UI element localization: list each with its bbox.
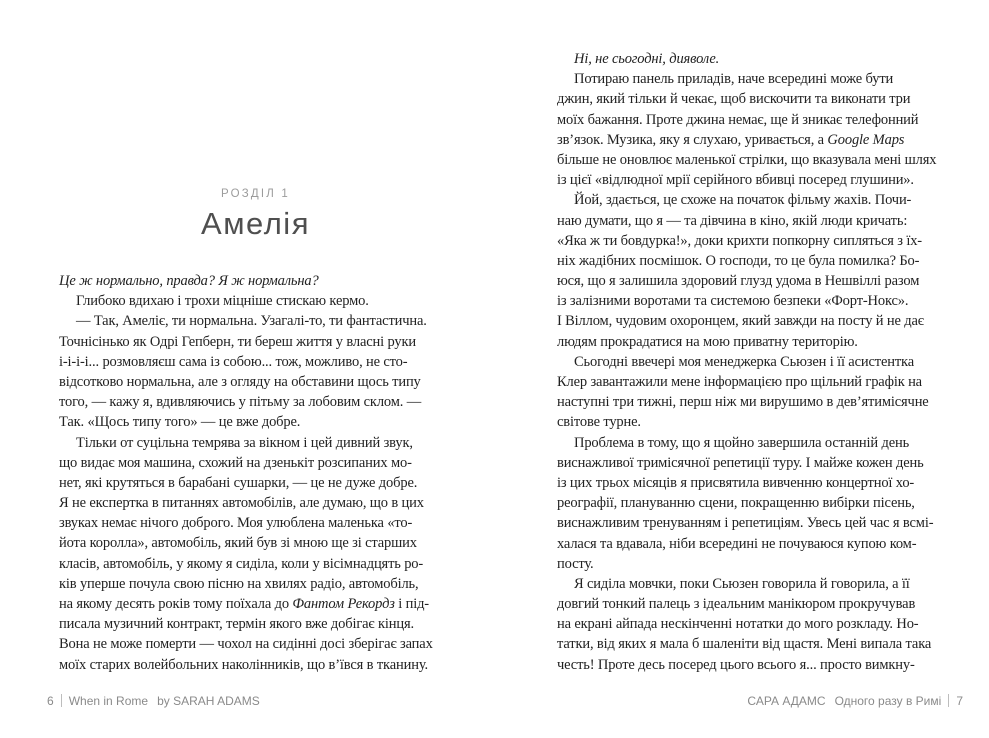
text-line: йота королла», автомобіль, який був зі мною ще зі старших xyxy=(59,535,417,552)
text-line: Сьогодні ввечері моя менеджерка Сьюзен і її асистентка xyxy=(574,353,914,370)
chapter-heading xyxy=(59,188,452,242)
text-line: джин, який тільки й чекає, щоб вискочити та виконати три xyxy=(557,91,911,108)
text-line: Це ж нормально, правда? Я ж нормальна? xyxy=(59,273,319,289)
text-line: із цих трьох місяців я присвятила вивченню концертної хо- xyxy=(557,474,915,491)
text-line: людям прокрадатися на мою приватну територію. xyxy=(557,333,858,350)
text-line: нет, які крутяться в барабані сушарки, — це не дуже добре. xyxy=(59,474,418,491)
page-right xyxy=(557,0,963,738)
page-left-text-block xyxy=(59,271,452,675)
text-line: моїх старих волейбольних наколінників, що в’ївся в тканину. xyxy=(59,656,428,673)
text-line: Вона не може померти — чохол на сидінні досі зберігає запах xyxy=(59,636,433,653)
page-number-right: 7 xyxy=(956,694,963,708)
text-line: виснажливої тримісячної репетиції туру. І майже кожен день xyxy=(557,454,924,471)
text-line: наю думати, що я — та дівчина в кіно, якій люди кричать: xyxy=(557,212,908,229)
text-line: Я сиділа мовчки, поки Сьюзен говорила й говорила, а її xyxy=(574,575,910,592)
text-line: Потираю панель приладів, наче всередині може бути xyxy=(574,71,894,88)
text-line: халася та вдавала, ніби всередині не почуваюся купою ком- xyxy=(557,535,917,552)
text-line: світове турне. xyxy=(557,414,641,431)
footer-divider-right xyxy=(948,694,949,707)
text-line: що видає моя машина, схожий на дзенькіт розсипаних мо- xyxy=(59,454,412,471)
text-line: — Так, Амеліє, ти нормальна. Узагалі-то, ти фантастична. xyxy=(76,313,427,330)
running-title-right: Одного разу в Римі xyxy=(834,694,942,708)
text-line: на якому десять років тому поїхала до Фантом Рекордз і під- xyxy=(59,596,429,612)
text-line: І Віллом, чудовим охоронцем, який завжди на посту й не дає xyxy=(557,313,924,330)
text-line: виснажливим тренуванням і репетиціям. Увесь цей час я всмі- xyxy=(557,515,934,532)
chapter-title: Амелія xyxy=(201,206,310,241)
page-left xyxy=(47,0,452,738)
text-line: зв’язок. Музика, яку я слухаю, уривається, а Google Maps xyxy=(557,131,905,148)
text-line: реографії, плануванню сцени, покращенню вибірки пісень, xyxy=(557,495,915,512)
text-line: класів, автомобіль, у якому я сиділа, коли у вісімнадцять ро- xyxy=(59,555,424,572)
chapter-number-label: РОЗДІЛ 1 xyxy=(220,188,291,200)
text-line: татки, від яких я мала б шаленіти від щастя. Мені випала така xyxy=(557,636,932,653)
text-line: відсотково нормальна, але з огляду на обставини щось типу xyxy=(59,373,421,390)
text-line: Я не експертка в питаннях автомобілів, але думаю, що в цих xyxy=(59,495,424,512)
text-line: Точнісінько як Одрі Гепберн, ти береш життя у власні руки xyxy=(59,333,416,350)
text-line: посту. xyxy=(557,555,594,572)
running-author-right: САРА АДАМС xyxy=(747,694,826,708)
text-line: ніх жадібних посмішок. О господи, то це була помилка? Бо- xyxy=(557,252,920,269)
text-line: писала музичний контракт, термін якого вже добігає кінця. xyxy=(59,616,414,633)
text-line: довгий тонкий палець з ідеальним манікюром прокручував xyxy=(557,596,916,613)
text-line: на екрані айпада нескінченні нотатки до мого розкладу. Но- xyxy=(557,616,919,633)
page-right-footer xyxy=(747,694,963,708)
running-title-left: When in Rome xyxy=(68,694,149,708)
text-line: Проблема в тому, що я щойно завершила останній день xyxy=(574,434,910,451)
text-line: Так. «Щось типу того» — це вже добре. xyxy=(59,414,301,431)
text-line: більше не оновлює маленької стрілки, що вказувала мені шлях xyxy=(557,151,937,168)
text-line: Тільки от суцільна темрява за вікном і цей дивний звук, xyxy=(76,434,413,451)
text-line: моїх бажання. Проте джина немає, ще й зникає телефонний xyxy=(557,111,919,128)
text-line: Ні, не сьогодні, дияволе. xyxy=(574,51,720,67)
footer-divider-left xyxy=(61,694,62,707)
running-author-left: by SARAH ADAMS xyxy=(157,694,260,708)
text-line: звуках немає нічого доброго. Моя улюблена маленька «то- xyxy=(59,515,413,532)
text-line: честь! Проте десь посеред цього всього я... просто вимкну- xyxy=(557,656,915,673)
page-number-left: 6 xyxy=(47,694,54,708)
page-right-text-block xyxy=(557,49,936,675)
text-line: Клер завантажили мене інформацією про щільний графік на xyxy=(557,374,922,390)
text-line: і-і-і-і... розмовляєш сама із собою... тож, можливо, не сто- xyxy=(59,353,408,370)
text-line: Глибоко вдихаю і трохи міцніше стискаю кермо. xyxy=(76,293,369,310)
text-line: того, — кажу я, вдивляючись у пітьму за лобовим склом. — xyxy=(59,394,422,411)
text-line: «Яка ж ти бовдурка!», доки крихти попкорну сипляться з їх- xyxy=(557,232,922,249)
text-line: ків уперше почула свою пісню на хвилях радіо, автомобіль, xyxy=(59,575,419,592)
text-line: із цієї «відлюдної мрії серійного вбивці посеред глушини». xyxy=(557,172,914,189)
text-line: із залізними воротами та системою безпеки «Форт-Нокс». xyxy=(557,293,909,310)
page-left-footer xyxy=(47,694,260,708)
text-line: Йой, здається, це схоже на початок фільму жахів. Почи- xyxy=(574,192,912,209)
text-line: юся, що я залишила здоровий глузд удома в Нешвіллі разом xyxy=(557,273,920,290)
text-line: наступні три тижні, перш ніж ми вирушимо в дев’ятимісячне xyxy=(557,394,929,411)
